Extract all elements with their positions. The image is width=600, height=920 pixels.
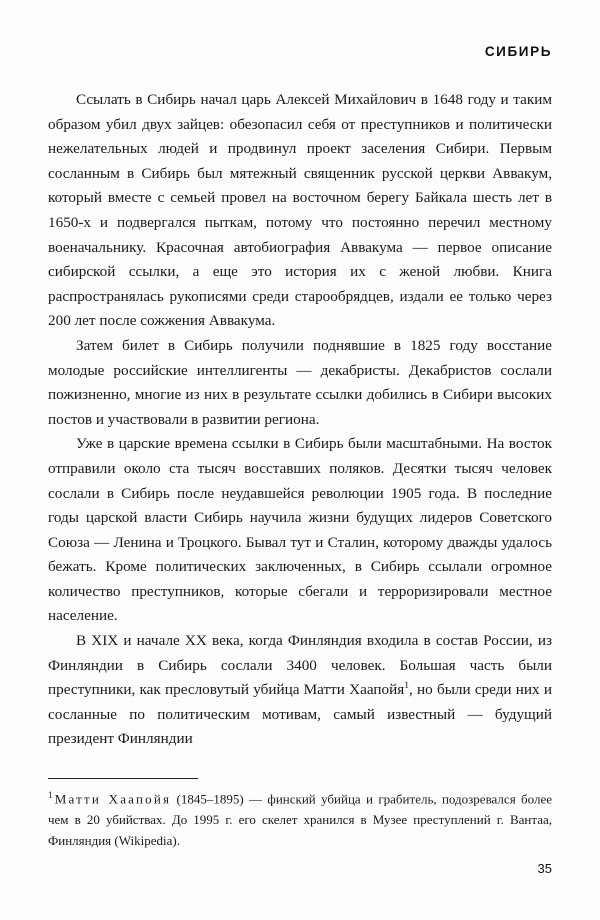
body-text — [48, 88, 552, 752]
paragraph-text-after-ref: , но были среди них и сосланные по политическим мотивам, самый известный — будущий президент Финляндии — [48, 681, 552, 748]
paragraph: Ссылать в Сибирь начал царь Алексей Михайлович в 1648 году и таким образом убил двух зайцев: обезопасил себя от преступников и политически нежелательных людей и продвинул проект заселения Сибири. Первым сосланным в Сибирь был мятежный священник русской церкви Аввакум, который вместе с семьей провел на восточном берегу Байкала шесть лет в 1650-х и подвергался пыткам, потому что постоянно перечил местному военачальнику. Красочная автобиография Аввакума — первое описание сибирской ссылки, а еще это история их с женой любви. Книга распространялась рукописями среди старообрядцев, издали ее только через 200 лет после сожжения Аввакума. — [48, 91, 552, 330]
footnote-area — [48, 778, 552, 851]
page-number: 35 — [537, 861, 552, 876]
footnote-reference[interactable]: 1 — [404, 681, 409, 692]
paragraph-with-footnote-ref — [48, 629, 552, 752]
footnote-subject-name: Матти Хаапойя — [54, 791, 172, 807]
paragraph: Затем билет в Сибирь получили поднявшие в 1825 году восстание молодые российские интеллигенты — декабристы. Декабристов сослали пожизненно, многие из них в результате ссылки добились в Сибири высоких постов и участвовали в развитии региона. — [48, 336, 552, 428]
running-head: СИБИРЬ — [484, 44, 552, 59]
paragraph: Уже в царские времена ссылки в Сибирь были масштабными. На восток отправили около ста тысяч восставших поляков. Десятки тысяч человек сослали в Сибирь после неудавшейся революции 1905 года. В последние годы царской власти Сибирь научила жизни будущих лидеров Советского Союза — Ленина и Троцкого. Бывал тут и Сталин, которому дважды удалось бежать. Кроме политических заключенных, в Сибирь ссылали огромное количество преступников, которые сбегали и терроризировали местное население. — [48, 435, 552, 625]
footnote-marker: 1 — [48, 791, 53, 801]
footnote-separator — [48, 778, 198, 779]
paragraph-text-before-ref: В XIX и начале XX века, когда Финляндия входила в состав России, из Финляндии в Сибирь сослали 3400 человек. Большая часть были преступники, как пресловутый убийца Матти Хаапойя — [48, 632, 552, 699]
footnote-text: (1845–1895) — финский убийца и грабитель, подозревался более чем в 20 убийствах. До 1995 г. его скелет хранился в Музее преступлений г. Вантаа, Финляндия (Wikipedia). — [48, 791, 552, 848]
footnote — [48, 786, 552, 851]
